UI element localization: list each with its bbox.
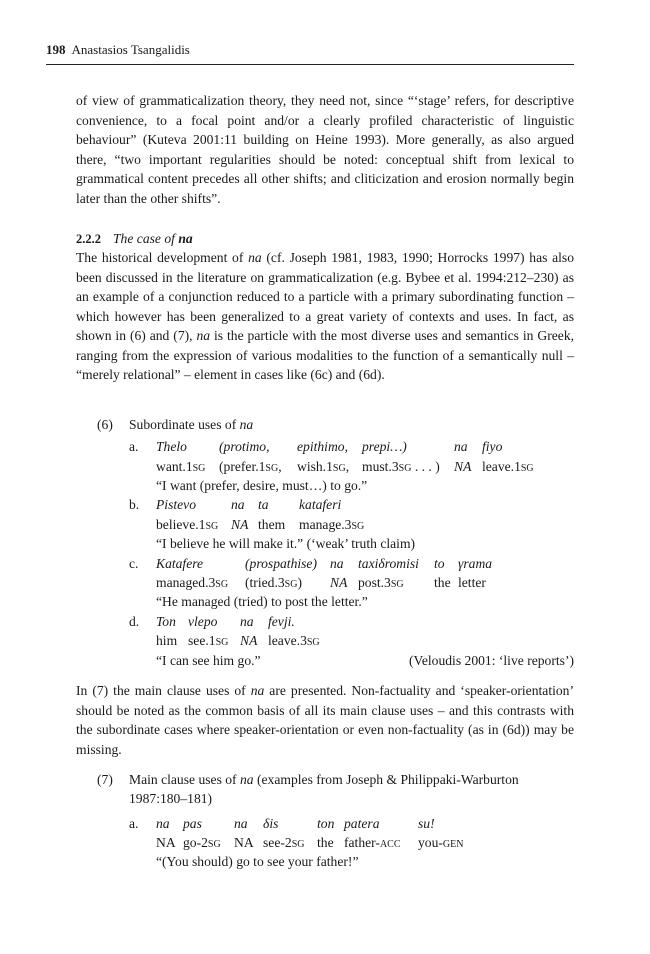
ex6c-word: (prospathise) [245,556,317,571]
abbr-sg: sg [215,575,229,590]
ex6d-gloss-word: NA [240,633,258,648]
running-head [46,42,574,58]
paragraph-3 [76,681,574,759]
p2-text-b: (cf. Joseph 1981, 1983, 1990; Horrocks 1997) has also been discussed in the literature on grammaticalization (e.g. Bybee et al. 1994:212–230) as an example of a conjunction reduced to a particle with a primary subordinating function – which however has been generalized to a great variety of contexts and uses. In fact, as shown in (6) and (7), [76,250,574,343]
abbr-sg: sg [207,835,221,850]
ex6b-word: Pistevo [156,497,197,512]
ex6d-gloss-word: him [156,633,178,648]
page-number: 198 [46,42,66,57]
ex6d-word: fevji. [268,614,295,629]
abbr-sg: sg [284,575,298,590]
ex6d-word: vlepo [188,614,218,629]
abbr-sg: sg [205,517,219,532]
ex6c-translation: “He managed (tried) to post the letter.” [156,594,368,609]
ex7a-gloss-word: you- [418,835,443,850]
ex6d-translation: “I can see him go.” [156,653,261,668]
ex6c-word: to [434,556,445,571]
abbr-sg: sg [398,459,412,474]
ex7a-gloss-word: see-2 [263,835,292,850]
ex6a-gloss-word: must.3 [362,459,399,474]
ex6c-word: taxiδromisi [358,556,419,571]
ex7-heading-rest: (examples from Joseph & Philippaki-Warburton [253,772,519,787]
ex6c-gloss-word: the [434,575,451,590]
ex6a-word: na [454,439,468,454]
ex6a-word: Thelo [156,439,187,454]
abbr-sg: sg [192,459,206,474]
abbr-sg: sg [332,459,346,474]
section-number: 2.2.2 [76,232,101,246]
ex6d-word: na [240,614,254,629]
ex7a-gloss-word: father- [344,835,380,850]
ex6-number: (6) [97,417,113,432]
ex6d-gloss-word: leave.3 [268,633,307,648]
ex7-heading-line2: 1987:180–181) [129,791,213,806]
ex6c-word: γrama [458,556,493,571]
ex6a-gloss-word: wish.1 [297,459,333,474]
ex6b-gloss-word: NA [231,517,249,532]
ex6b-gloss-word: them [258,517,286,532]
ex7a-gloss-word: NA [234,835,254,850]
ex6d-gloss-word: see.1 [188,633,216,648]
ex6-heading-text: Subordinate uses of [129,417,240,432]
paragraph-2 [76,248,574,385]
ex6a-translation: “I want (prefer, desire, must…) to go.” [156,478,368,493]
section-title: The case of [113,231,179,246]
abbr-acc: acc [379,835,401,850]
ex6d-word: Ton [156,614,176,629]
ex6d-source: (Veloudis 2001: ‘live reports’) [409,653,574,668]
paragraph-1: of view of grammaticalization theory, they need not, since “‘stage’ refers, for descriptive convenience, to a focal point and/or a clearly profiled characteristic of linguistic behaviour” (Kuteva 2001:11 building on Heine 1993). More generally, as also argued there, “two important regularities should be noted: conceptual shift from lexical to grammatical content precedes all other shifts; and cliticization and erosion normally begin later than the other shifts”. [76,93,574,206]
ex7a-label: a. [129,816,139,831]
ex6b-translation: “I believe he will make it.” (‘weak’ truth claim) [156,536,416,551]
ex6c-gloss-word: post.3 [358,575,391,590]
ex6a-word: epithimo, [297,439,348,454]
ex6-heading [129,415,253,435]
ex7a-gloss-word: go-2 [183,835,208,850]
ex7a-word: δis [263,816,279,831]
ex7-heading-word: na [240,772,254,787]
ex6a-word: (protimo, [219,439,270,454]
ex6c-label: c. [129,556,139,571]
ex6a-label: a. [129,439,139,454]
ellipsis: . . . ) [411,459,440,474]
ex6a-word: fiyo [482,439,503,454]
ex7a-word: patera [344,816,380,831]
ex6c-word: Katafere [156,556,204,571]
abbr-sg: sg [291,835,305,850]
ex7a-word: ton [317,816,335,831]
abbr-sg: sg [265,459,279,474]
ex6b-word: kataferi [299,497,342,512]
ex6a-gloss-word: want.1 [156,459,193,474]
running-author: Anastasios Tsangalidis [71,42,190,57]
abbr-sg: sg [215,633,229,648]
ex7-heading-text: Main clause uses of [129,772,240,787]
ex7-heading [129,770,519,790]
ex6c-word: na [330,556,344,571]
abbr-gen: gen [442,835,464,850]
p2-text-c: is the particle with the most diverse uses and semantics in Greek, ranging from the expression of various modalities to the function of a semantically null – “merely relational” – element in cases like (6c) and (6d). [76,328,575,382]
abbr-sg: sg [390,575,404,590]
p3-na: na [250,683,265,698]
ex7a-word: su! [418,816,435,831]
p3-text-a: In (7) the main clause uses of [76,683,251,698]
ex6b-gloss-word: manage.3 [299,517,352,532]
p2-text-a: The historical development of [76,250,249,265]
ex6c-gloss-word: (tried.3 [245,575,285,590]
ex7a-word: na [156,816,170,831]
abbr-sg: sg [306,633,320,648]
p2-na: na [248,250,262,265]
ex6-heading-word: na [239,417,254,432]
ex7a-gloss-word: NA [156,835,176,850]
ex6a-gloss-word: NA [454,459,472,474]
ex7-number: (7) [97,772,113,787]
header-rule [46,64,574,65]
ex6b-word: na [231,497,245,512]
ex6b-gloss-word: believe.1 [156,517,206,532]
ex7a-word: pas [183,816,202,831]
p2-na-2: na [196,328,211,343]
ex6c-gloss-word: letter [458,575,486,590]
section-heading [76,229,193,250]
ex6b-word: ta [258,497,269,512]
ex6a-word: prepi…) [362,439,407,454]
ex6d-label: d. [129,614,140,629]
section-title-word: na [178,231,193,246]
ex7a-gloss-word: the [317,835,334,850]
p3-text-b: are presented. Non-factuality and ‘speaker-orientation’ should be noted as the common basis of all its main clause uses – and this contrasts with the subordinate cases where speaker-orientation or even non-factuality (as in (6d)) may be missing. [76,683,575,757]
ex6a-gloss-word: (prefer.1 [219,459,266,474]
abbr-sg: sg [520,459,534,474]
ex6b-label: b. [129,497,140,512]
ex6c-gloss-word: NA [330,575,348,590]
ex6a-gloss-word: leave.1 [482,459,521,474]
ex6c-gloss-word: managed.3 [156,575,216,590]
ex7a-translation: “(You should) go to see your father!” [156,854,359,869]
ex7a-word: na [234,816,248,831]
abbr-sg: sg [351,517,365,532]
